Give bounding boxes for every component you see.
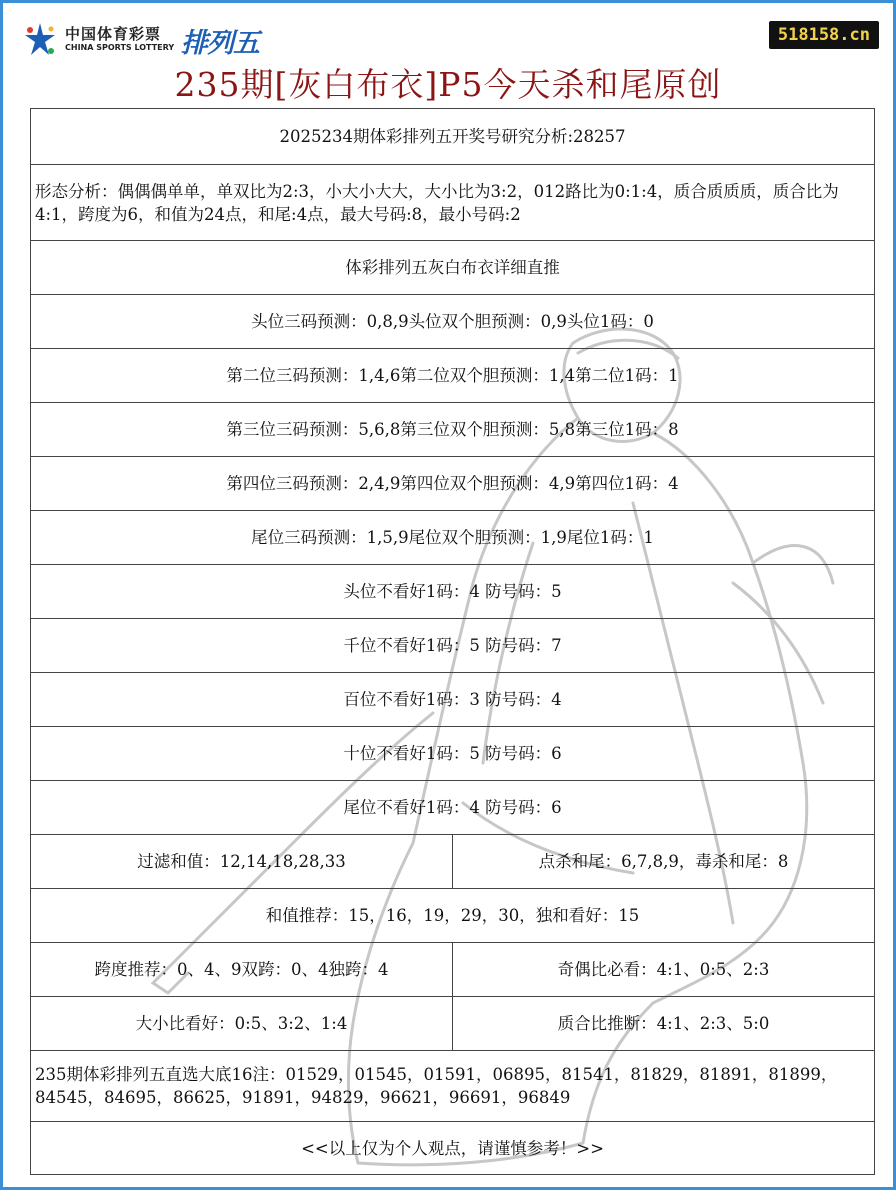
position-2-prediction: 第二位三码预测：1,4,6第二位双个胆预测：1,4第二位1码：1 — [226, 366, 679, 385]
logo-cn-text: 中国体育彩票 — [65, 25, 162, 43]
table-row — [31, 619, 874, 673]
table-row — [31, 997, 874, 1051]
logo-game-name: 排列五 — [181, 28, 259, 59]
position-5-prediction: 尾位三码预测：1,5,9尾位双个胆预测：1,9尾位1码：1 — [251, 528, 654, 547]
table-row — [31, 727, 874, 781]
table-row — [31, 349, 874, 403]
header — [3, 3, 893, 108]
table-row — [31, 109, 874, 165]
lottery-star-icon — [21, 21, 59, 59]
sum-recommendation-cell: 和值推荐：15，16，19，29，30，独和看好：15 — [265, 906, 640, 925]
first-position-exclusion: 头位不看好1码：4 防号码：5 — [343, 582, 562, 601]
prime-composite-ratio-cell: 质合比推断：4:1、2:3、5:0 — [452, 997, 874, 1050]
table-row — [31, 889, 874, 943]
china-sports-lottery-logo — [21, 19, 281, 59]
logo-en-text: CHINA SPORTS LOTTERY — [65, 43, 175, 52]
table-row — [31, 673, 874, 727]
filter-sum-cell: 过滤和值：12,14,18,28,33 — [137, 852, 346, 871]
thousands-exclusion: 千位不看好1码：5 防号码：7 — [343, 636, 562, 655]
table-row — [31, 835, 874, 889]
draw-result-cell: 2025234期体彩排列五开奖号研究分析:28257 — [279, 127, 626, 146]
table-row — [31, 511, 874, 565]
table-row — [31, 295, 874, 349]
site-badge[interactable]: 518158.cn — [769, 21, 879, 49]
big-small-ratio-cell: 大小比看好：0:5、3:2、1:4 — [135, 1014, 348, 1033]
position-4-prediction: 第四位三码预测：2,4,9第四位双个胆预测：4,9第四位1码：4 — [226, 474, 679, 493]
position-1-prediction: 头位三码预测：0,8,9头位双个胆预测：0,9头位1码：0 — [251, 312, 654, 331]
position-3-prediction: 第三位三码预测：5,6,8第三位双个胆预测：5,8第三位1码：8 — [226, 420, 679, 439]
table-row — [31, 241, 874, 295]
table-row — [31, 403, 874, 457]
span-recommendation-cell: 跨度推荐：0、4、9双跨：0、4独跨：4 — [94, 960, 389, 979]
hundreds-exclusion: 百位不看好1码：3 防号码：4 — [343, 690, 562, 709]
table-row — [31, 1122, 874, 1175]
last-position-exclusion: 尾位不看好1码：4 防号码：6 — [343, 798, 562, 817]
pattern-analysis-cell: 形态分析：偶偶偶单单，单双比为2:3，小大小大大，大小比为3:2，012路比为0:1:4，质合质质质，质合比为4:1，跨度为6，和值为24点，和尾:4点，最大号码:8，最小号码:2 — [35, 181, 839, 224]
kill-tail-cell: 点杀和尾：6,7,8,9，毒杀和尾：8 — [452, 835, 874, 888]
table-row — [31, 781, 874, 835]
direct-base-16-cell: 235期体彩排列五直选大底16注：01529，01545，01591，06895，81541，81829，81891，81899，84545，84695，86625，91891，94829，96621，96691，96849 — [35, 1065, 838, 1107]
table-row — [31, 457, 874, 511]
analysis-table — [30, 108, 875, 1175]
odd-even-ratio-cell: 奇偶比必看：4:1、0:5、2:3 — [452, 943, 874, 996]
table-row — [31, 165, 874, 241]
table-row — [31, 1051, 874, 1122]
tens-exclusion: 十位不看好1码：5 防号码：6 — [343, 744, 562, 763]
table-row — [31, 943, 874, 997]
disclaimer-cell: <<以上仅为个人观点，请谨慎参考！>> — [301, 1138, 604, 1158]
page-title: 235期[灰白布衣]P5今天杀和尾原创 — [174, 65, 722, 104]
section-heading-cell: 体彩排列五灰白布衣详细直推 — [345, 258, 560, 277]
table-row — [31, 565, 874, 619]
